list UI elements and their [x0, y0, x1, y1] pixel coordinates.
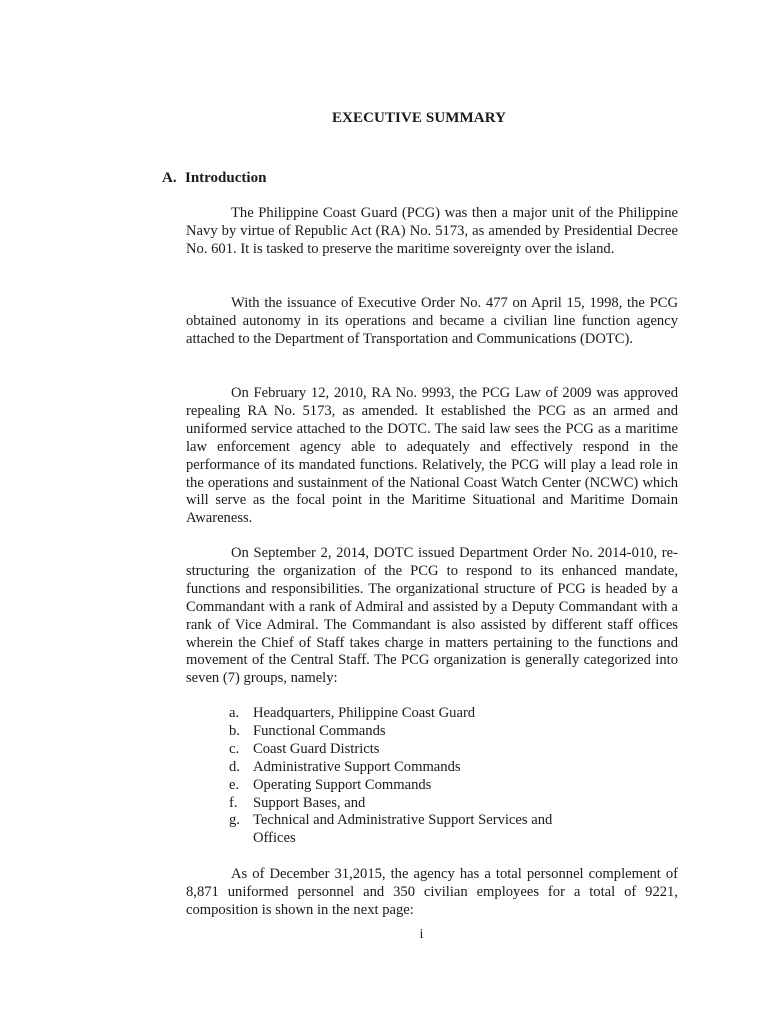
- list-item: [229, 795, 589, 813]
- paragraph-executive-order: With the issuance of Executive Order No. 477 on April 15, 1998, the PCG obtained autonomy in its operations and became a civilian line function agency attached to the Department of Transportation and Communications (DOTC).: [186, 295, 678, 347]
- paragraph-restructuring: On September 2, 2014, DOTC issued Department Order No. 2014-010, re-structuring the organization of the PCG to respond to its enhanced mandate, functions and responsibilities. The organizational structure of PCG is headed by a Commandant with a rank of Admiral and assisted by a Deputy Commandant with a rank of Vice Admiral. The Commandant is also assisted by different staff offices wherein the Chief of Staff takes charge in matters pertaining to the functions and movement of the Central Staff. The PCG organization is generally categorized into seven (7) groups, namely:: [186, 545, 678, 687]
- list-item-text: Support Bases, and: [253, 794, 366, 811]
- section-heading-text: Introduction: [185, 170, 267, 186]
- list-item: [229, 741, 589, 759]
- paragraph-pcg-history: The Philippine Coast Guard (PCG) was then a major unit of the Philippine Navy by virtue of Republic Act (RA) No. 5173, as amended by Presidential Decree No. 601. It is tasked to preserve the maritime sovereignty over the island.: [186, 205, 678, 257]
- list-marker: e.: [229, 776, 240, 793]
- list-marker: d.: [229, 758, 240, 775]
- section-heading: [162, 170, 266, 187]
- list-item-text: Functional Commands: [253, 722, 386, 739]
- section-letter: A.: [162, 170, 177, 186]
- list-item: [229, 723, 589, 741]
- list-item-text: Coast Guard Districts: [253, 740, 380, 757]
- list-item-text: Administrative Support Commands: [253, 758, 461, 775]
- paragraph-personnel: As of December 31,2015, the agency has a total personnel complement of 8,871 uniformed personnel and 350 civilian employees for a total of 9221, composition is shown in the next page:: [186, 866, 678, 918]
- list-marker: b.: [229, 722, 240, 739]
- page-number: i: [419, 927, 424, 942]
- list-item: [229, 759, 589, 777]
- list-marker: f.: [229, 794, 238, 811]
- list-marker: c.: [229, 740, 240, 757]
- page-title: EXECUTIVE SUMMARY: [331, 110, 507, 126]
- list-marker: g.: [229, 812, 240, 829]
- list-item: [229, 705, 589, 723]
- paragraph-pcg-law: On February 12, 2010, RA No. 9993, the PCG Law of 2009 was approved repealing RA No. 5173, as amended. It established the PCG as an armed and uniformed service attached to the DOTC. The said law sees the PCG as a maritime law enforcement agency able to adequately and effectively respond in the performance of its mandated functions. Relatively, the PCG will play a lead role in the operations and sustainment of the National Coast Watch Center (NCWC) which will serve as the focal point in the Maritime Situational and Maritime Domain Awareness.: [186, 385, 678, 527]
- list-item: [229, 777, 589, 795]
- list-item-text: Headquarters, Philippine Coast Guard: [253, 705, 476, 721]
- list-item-text: Operating Support Commands: [253, 776, 432, 793]
- groups-list: [229, 705, 589, 848]
- list-item-text: Technical and Administrative Support Services and Offices: [253, 812, 553, 847]
- list-marker: a.: [229, 705, 240, 721]
- list-item: [229, 812, 589, 848]
